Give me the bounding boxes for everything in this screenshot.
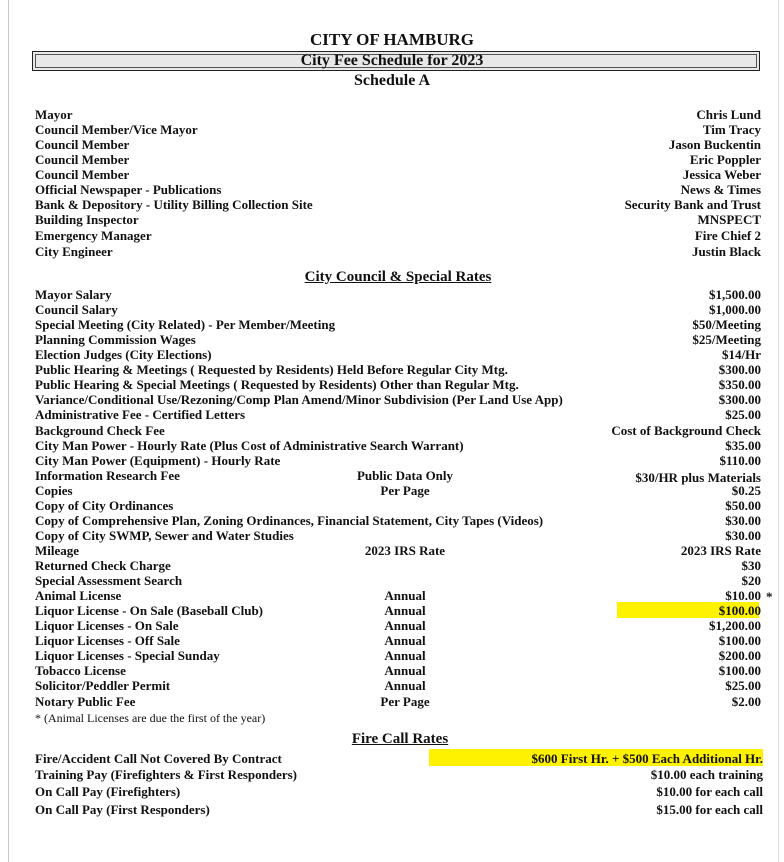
official-row: [35, 212, 761, 227]
rate-value: $100.00: [718, 603, 761, 618]
rate-row: [35, 588, 761, 603]
rate-value: $200.00: [718, 648, 761, 663]
rate-value: $35.00: [725, 438, 761, 453]
rate-label: Information Research Fee: [35, 468, 180, 483]
official-label: Mayor: [35, 107, 73, 122]
rate-label: Special Assessment Search: [35, 573, 183, 588]
document-subtitle: City Fee Schedule for 2023: [300, 52, 484, 69]
rate-label: Administrative Fee - Certified Letters: [35, 407, 246, 422]
rate-value: $25.00: [725, 678, 761, 693]
rate-label: Election Judges (City Elections): [35, 347, 212, 362]
rate-label: Returned Check Charge: [35, 558, 171, 573]
rate-label: Copies: [35, 483, 73, 498]
official-label: Council Member/Vice Mayor: [35, 122, 198, 137]
animal-license-note: * (Animal Licenses are due the first of the year): [35, 711, 266, 725]
rate-row: [35, 317, 761, 332]
rate-value: $20: [741, 573, 761, 588]
rate-row: [35, 513, 761, 528]
rate-value: $25/Meeting: [692, 332, 761, 347]
rate-value: $100.00: [718, 663, 761, 678]
official-label: Council Member: [35, 152, 130, 167]
rate-label: Public Hearing & Meetings ( Requested by Residents) Held Before Regular City Mtg.: [35, 362, 508, 377]
official-row: [35, 167, 761, 182]
official-label: Building Inspector: [35, 212, 139, 227]
schedule-label: Schedule A: [353, 72, 430, 89]
rate-row: [35, 648, 761, 663]
rate-value: $300.00: [718, 362, 761, 377]
rate-label: City Man Power (Equipment) - Hourly Rate: [35, 453, 281, 468]
rate-row: [35, 694, 761, 709]
official-value: Fire Chief 2: [694, 228, 761, 243]
rate-value: $0.25: [731, 483, 761, 498]
fire-rate-row: [35, 767, 761, 782]
rate-row: [35, 287, 761, 302]
rate-value: $30: [741, 558, 761, 573]
official-value: News & Times: [680, 182, 761, 197]
official-row: [35, 228, 761, 243]
rate-value: $30/HR plus Materials: [635, 470, 761, 485]
fire-rate-label: On Call Pay (First Responders): [35, 802, 210, 817]
rate-value: $2.00: [731, 694, 761, 709]
rate-row: [35, 498, 761, 513]
fire-rate-label: Training Pay (Firefighters & First Responders): [35, 767, 298, 782]
rate-value: $14/Hr: [722, 347, 761, 362]
rate-term: Annual: [384, 633, 426, 648]
rate-label: Tobacco License: [35, 663, 126, 678]
rate-value: $1,500.00: [709, 287, 761, 302]
rate-value: $100.00: [718, 633, 761, 648]
rate-row: [35, 468, 761, 483]
rate-value: $10.00: [725, 588, 761, 603]
rate-row: [35, 528, 761, 543]
rate-label: Mileage: [35, 543, 80, 558]
fire-rate-row: [35, 784, 761, 799]
official-row: [35, 152, 761, 167]
rate-row: [35, 453, 761, 468]
rate-term: Per Page: [380, 483, 430, 498]
official-row: [35, 137, 761, 152]
rate-row: [35, 362, 761, 377]
rate-value: $300.00: [718, 392, 761, 407]
rate-value: $110.00: [719, 453, 761, 468]
rate-value: $30.00: [725, 513, 761, 528]
official-label: Official Newspaper - Publications: [35, 182, 222, 197]
fire-rate-value: $600 First Hr. + $500 Each Additional Hr.: [531, 751, 763, 766]
rate-value: Cost of Background Check: [611, 423, 761, 438]
council-rates-heading: City Council & Special Rates: [304, 269, 492, 285]
fire-rate-value: $10.00 each training: [650, 767, 763, 782]
rate-row: [35, 603, 761, 618]
official-label: Council Member: [35, 137, 130, 152]
official-row: [35, 122, 761, 137]
official-label: Emergency Manager: [35, 228, 152, 243]
rate-label: Solicitor/Peddler Permit: [35, 678, 171, 693]
rate-row: [35, 347, 761, 362]
fire-rates-heading: Fire Call Rates: [351, 731, 449, 747]
rate-value: $1,000.00: [709, 302, 761, 317]
rate-term: Annual: [384, 678, 426, 693]
official-value: Chris Lund: [696, 107, 761, 122]
rate-row: [35, 407, 761, 422]
official-value: Jason Buckentin: [668, 137, 761, 152]
rate-row: [35, 558, 761, 573]
official-value: Justin Black: [692, 244, 761, 259]
rate-label: Planning Commission Wages: [35, 332, 196, 347]
rate-label: Mayor Salary: [35, 287, 112, 302]
rate-value: 2023 IRS Rate: [680, 543, 761, 558]
rate-label: Liquor License - On Sale (Baseball Club): [35, 603, 264, 618]
rate-row: [35, 573, 761, 588]
fire-rate-row: [35, 802, 761, 817]
rate-term: Annual: [384, 588, 426, 603]
document-title: CITY OF HAMBURG: [309, 30, 474, 49]
rate-term: Annual: [384, 663, 426, 678]
rate-row: [35, 392, 761, 407]
rate-label: Council Salary: [35, 302, 118, 317]
official-row: [35, 182, 761, 197]
official-row: [35, 197, 761, 212]
rate-value: $50.00: [725, 498, 761, 513]
rate-label: Liquor Licenses - On Sale: [35, 618, 179, 633]
rate-label: Notary Public Fee: [35, 694, 136, 709]
rate-value: $30.00: [725, 528, 761, 543]
rate-row: [35, 438, 761, 453]
rate-term: Annual: [384, 618, 426, 633]
rate-label: Liquor Licenses - Special Sunday: [35, 648, 220, 663]
rate-row: [35, 423, 761, 438]
rate-term: Public Data Only: [356, 468, 454, 483]
rate-label: Background Check Fee: [35, 423, 165, 438]
official-value: Security Bank and Trust: [624, 197, 761, 212]
fire-rate-value: $10.00 for each call: [656, 784, 763, 799]
rate-value: $25.00: [725, 407, 761, 422]
rate-value: $50/Meeting: [692, 317, 761, 332]
rate-row: [35, 663, 761, 678]
rate-label: Animal License: [35, 588, 122, 603]
rate-label: Copy of City Ordinances: [35, 498, 174, 513]
official-row: [35, 244, 761, 259]
rate-label: City Man Power - Hourly Rate (Plus Cost of Administrative Search Warrant): [35, 438, 464, 453]
rate-row: [35, 332, 761, 347]
rate-value: $350.00: [718, 377, 761, 392]
rate-label: Public Hearing & Special Meetings ( Requested by Residents) Other than Regular Mtg.: [35, 377, 519, 392]
fire-rate-value: $15.00 for each call: [656, 802, 763, 817]
rate-term: Annual: [384, 603, 426, 618]
official-label: City Engineer: [35, 244, 113, 259]
rate-row: [35, 483, 761, 498]
rate-label: Liquor Licenses - Off Sale: [35, 633, 180, 648]
rate-row: [35, 377, 761, 392]
official-value: Tim Tracy: [702, 122, 761, 137]
rate-label: Variance/Conditional Use/Rezoning/Comp Plan Amend/Minor Subdivision (Per Land Use App): [35, 392, 563, 407]
rate-label: Special Meeting (City Related) - Per Member/Meeting: [35, 317, 336, 332]
official-label: Bank & Depository - Utility Billing Collection Site: [35, 197, 313, 212]
rate-label: Copy of Comprehensive Plan, Zoning Ordinances, Financial Statement, City Tapes (Videos): [35, 513, 544, 528]
rate-row: [35, 543, 761, 558]
rate-row: [35, 633, 761, 648]
official-label: Council Member: [35, 167, 130, 182]
rate-row: [35, 678, 761, 693]
animal-license-asterisk: *: [766, 589, 773, 604]
rate-label: Copy of City SWMP, Sewer and Water Studies: [35, 528, 294, 543]
rate-value: $1,200.00: [709, 618, 761, 633]
official-value: MNSPECT: [697, 212, 761, 227]
rate-term: Annual: [384, 648, 426, 663]
rate-row: [35, 302, 761, 317]
fire-rate-label: On Call Pay (Firefighters): [35, 784, 181, 799]
rate-term: 2023 IRS Rate: [364, 543, 446, 558]
official-value: Eric Poppler: [689, 152, 761, 167]
rate-term: Per Page: [380, 694, 430, 709]
official-row: [35, 107, 761, 122]
fire-rate-label: Fire/Accident Call Not Covered By Contract: [35, 751, 282, 766]
official-value: Jessica Weber: [682, 167, 761, 182]
fire-rate-row: [35, 751, 761, 766]
rate-row: [35, 618, 761, 633]
